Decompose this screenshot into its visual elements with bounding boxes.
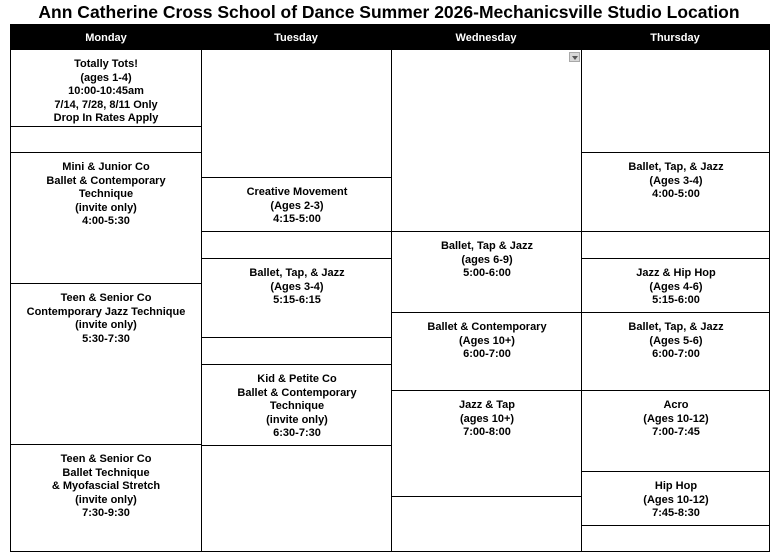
class-line: (Ages 2-3) — [270, 199, 324, 212]
column-thursday — [581, 50, 770, 551]
class-block — [202, 178, 392, 232]
class-block — [392, 313, 582, 391]
class-block — [11, 153, 201, 284]
class-line: Acro — [663, 399, 689, 411]
class-block — [11, 284, 201, 445]
class-line: 4:00-5:00 — [652, 188, 700, 200]
class-line: Hip Hop — [654, 480, 698, 492]
class-line: 7:45-8:30 — [652, 507, 700, 519]
class-line: (invite only) — [266, 413, 328, 426]
class-line: 4:15-5:00 — [273, 213, 321, 225]
class-line: (ages 10+) — [459, 412, 515, 425]
class-line: (Ages 4-6) — [649, 280, 703, 293]
class-line: Ballet, Tap, & Jazz — [249, 267, 345, 279]
class-block — [582, 391, 770, 472]
class-line: Totally Tots! — [74, 58, 138, 70]
class-line: (ages 6-9) — [461, 253, 513, 266]
class-block — [392, 232, 582, 313]
class-block — [202, 365, 392, 446]
class-line: Ballet & Contemporary — [237, 386, 357, 399]
empty-block — [202, 338, 392, 365]
column-wednesday — [391, 50, 582, 551]
header-tuesday: Tuesday — [274, 31, 318, 44]
empty-block — [582, 232, 770, 259]
class-line: (ages 1-4) — [80, 71, 132, 84]
class-line: 7:00-8:00 — [463, 426, 511, 438]
class-line: Ballet, Tap, & Jazz — [628, 321, 724, 333]
header-thursday: Thursday — [650, 31, 700, 44]
column-monday — [11, 50, 201, 551]
class-line: & Myofascial Stretch — [51, 480, 161, 492]
empty-block — [202, 232, 392, 259]
class-line: 5:30-7:30 — [82, 332, 130, 345]
class-line: (invite only) — [75, 493, 137, 506]
class-block — [11, 445, 201, 552]
class-line: (invite only) — [75, 319, 137, 331]
class-block — [582, 153, 770, 232]
empty-block — [582, 50, 770, 153]
header-monday: Monday — [85, 31, 127, 44]
class-block — [582, 313, 770, 391]
class-line: Technique — [78, 188, 134, 200]
class-line: 5:15-6:15 — [273, 294, 321, 306]
class-line: 5:15-6:00 — [652, 294, 700, 306]
empty-block — [202, 446, 392, 552]
class-line: Jazz & Tap — [458, 399, 516, 411]
class-line: Drop In Rates Apply — [53, 112, 159, 124]
class-line: Ballet, Tap, & Jazz — [628, 161, 724, 173]
empty-block — [11, 127, 201, 153]
header-wednesday: Wednesday — [455, 31, 517, 44]
class-block — [582, 259, 770, 313]
empty-block — [582, 526, 770, 552]
schedule-table — [10, 24, 770, 552]
class-line: Ballet & Contemporary — [46, 174, 166, 187]
class-line: 6:00-7:00 — [463, 348, 511, 360]
class-line: (Ages 10-12) — [643, 493, 709, 506]
empty-block — [392, 50, 582, 232]
class-line: Ballet & Contemporary — [427, 321, 547, 333]
class-line: (Ages 5-6) — [649, 334, 703, 347]
class-line: Teen & Senior Co — [60, 292, 152, 304]
empty-block — [392, 497, 582, 552]
class-line: (Ages 3-4) — [270, 280, 324, 293]
class-line: 10:00-10:45am — [68, 85, 144, 97]
class-block — [11, 50, 201, 127]
class-line: (Ages 10+) — [459, 334, 515, 347]
column-tuesday — [201, 50, 392, 551]
class-block — [202, 259, 392, 338]
class-line: Ballet, Tap & Jazz — [440, 240, 534, 252]
class-block — [392, 391, 582, 497]
class-line: Creative Movement — [246, 186, 348, 198]
class-line: 4:00-5:30 — [82, 215, 130, 227]
table-header — [11, 25, 769, 50]
class-line: Mini & Junior Co — [62, 161, 150, 173]
class-line: 6:00-7:00 — [652, 348, 700, 360]
class-line: 7:30-9:30 — [82, 507, 130, 519]
class-line: (Ages 3-4) — [649, 174, 703, 187]
empty-block — [202, 50, 392, 178]
class-line: Teen & Senior Co — [60, 453, 152, 465]
class-line: Ballet Technique — [62, 466, 150, 479]
class-line: (Ages 10-12) — [643, 412, 709, 425]
page-title: Ann Catherine Cross School of Dance Summer 2026-Mechanicsville Studio Location — [38, 2, 740, 22]
class-block — [582, 472, 770, 526]
class-line: 7:00-7:45 — [652, 426, 700, 438]
class-line: Contemporary Jazz Technique — [26, 305, 186, 318]
class-line: 7/14, 7/28, 8/11 Only — [54, 98, 158, 111]
class-line: 6:30-7:30 — [273, 427, 321, 439]
class-line: Technique — [269, 400, 325, 412]
class-line: 5:00-6:00 — [463, 267, 511, 279]
class-line: Kid & Petite Co — [257, 373, 337, 385]
class-line: (invite only) — [75, 201, 137, 214]
class-line: Jazz & Hip Hop — [636, 267, 716, 279]
